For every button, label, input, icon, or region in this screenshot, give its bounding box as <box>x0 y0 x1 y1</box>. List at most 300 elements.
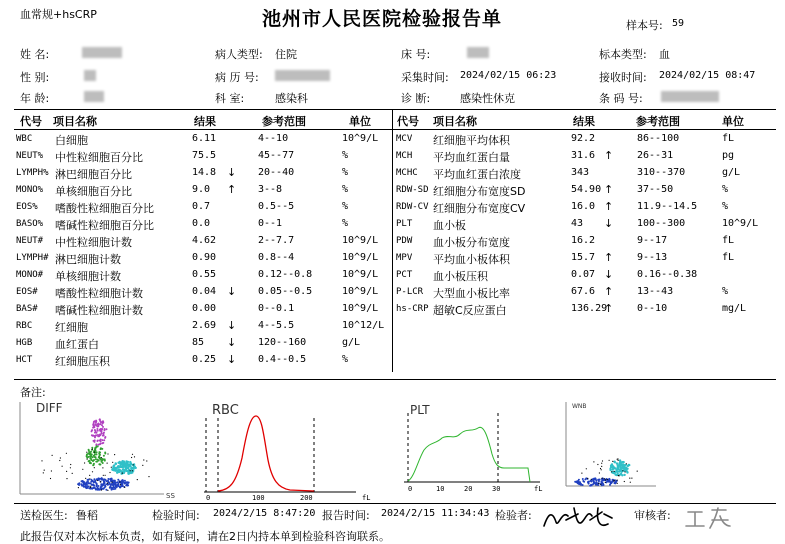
diff-dot-lymph <box>94 447 96 449</box>
wnb-dot-bg <box>617 459 618 460</box>
diff-dot-mono <box>95 435 97 437</box>
wnb-dot-wbc <box>612 472 614 474</box>
diff-dot-bg <box>133 464 134 465</box>
row-item-name: 红细胞压积 <box>55 355 110 368</box>
plt-tick-30: 30 <box>492 485 501 493</box>
row-item-name: 白细胞 <box>55 134 88 147</box>
diff-dot-bg <box>89 478 90 479</box>
diff-dot-bg <box>134 456 135 457</box>
row-range: 4--5.5 <box>258 320 295 331</box>
diff-dot-bg <box>111 482 112 483</box>
diff-dot-lymph <box>104 458 106 460</box>
row-unit: mg/L <box>722 303 747 314</box>
col-item: 项目名称 <box>53 115 97 128</box>
diff-dot-bg <box>105 475 106 476</box>
wnb-dot-bg <box>581 473 582 474</box>
wnb-dot-bg <box>611 471 612 472</box>
row-result: 0.7 <box>192 201 211 212</box>
diff-dot-neut <box>123 471 125 473</box>
row-unit: 10^9/L <box>342 133 379 144</box>
diff-dot-bg <box>100 481 101 482</box>
diff-dot-lymph <box>95 461 97 463</box>
diff-dot-ghost <box>88 482 90 484</box>
diff-dot-lymph <box>103 455 105 457</box>
row-item-name: 血小板分布宽度 <box>433 236 510 249</box>
diff-dot-lymph <box>93 459 95 461</box>
row-flag: ↓ <box>227 285 237 298</box>
diff-dot-bg <box>66 471 67 472</box>
diff-dot-bg <box>82 469 83 470</box>
diff-dot-ghost <box>90 479 92 481</box>
wnb-dot-bg <box>609 460 610 461</box>
wnb-dot-wbc <box>622 465 624 467</box>
row-item-name: 嗜酸性粒细胞计数 <box>55 287 143 300</box>
wnb-dot-wbc <box>620 462 622 464</box>
diff-dot-bg <box>109 472 110 473</box>
tester-signature <box>538 500 618 534</box>
diff-dot-lymph <box>88 460 90 462</box>
report-time-label: 报告时间: <box>322 509 370 522</box>
wnb-dot-ghost <box>593 479 595 481</box>
diff-dot-mono <box>101 428 103 430</box>
diff-dot-bg <box>137 479 138 480</box>
diff-dot-mono <box>106 428 108 430</box>
diff-dot-neut <box>118 466 120 468</box>
row-code: MCHC <box>396 168 418 178</box>
row-code: HGB <box>16 338 33 348</box>
diff-dot-lymph <box>101 458 103 460</box>
row-item-name: 单核细胞百分比 <box>55 185 132 198</box>
diff-dot-neut <box>121 463 123 465</box>
diff-dot-ghost <box>104 486 106 488</box>
diff-dot-ghost <box>125 481 127 483</box>
diff-dot-mono <box>100 443 102 445</box>
diff-dot-bg <box>101 457 102 458</box>
diff-dot-bg <box>87 459 88 460</box>
diff-dot-bg <box>143 459 144 460</box>
specimen: 血 <box>659 48 670 61</box>
row-range: 0--10 <box>637 303 668 314</box>
row-unit: 10^9/L <box>342 235 379 246</box>
wnb-dot-ghost <box>598 480 600 482</box>
diff-dot-bg <box>72 473 73 474</box>
patient-name-redacted <box>82 47 122 58</box>
patient-type-label: 病人类型: <box>215 48 263 61</box>
row-unit: g/L <box>342 337 361 348</box>
wnb-dot-bg <box>598 483 599 484</box>
row-range: 11.9--14.5 <box>637 201 698 212</box>
diff-dot-mono <box>95 422 97 424</box>
table-divider <box>392 109 393 372</box>
diff-dot-mono <box>95 420 97 422</box>
wnb-dot-bg <box>601 466 602 467</box>
remarks-label: 备注: <box>20 386 46 399</box>
wnb-dot-bg <box>637 471 638 472</box>
diff-dot-bg <box>97 480 98 481</box>
wnb-dot-ghost <box>582 480 584 482</box>
wnb-dot-wbc <box>626 471 628 473</box>
wnb-dot-wbc <box>621 474 623 476</box>
diff-dot-neut <box>123 466 125 468</box>
row-code: PCT <box>396 270 413 280</box>
report-type: 血常规+hsCRP <box>20 8 97 21</box>
diff-dot-bg <box>146 460 147 461</box>
row-range: 0.16--0.38 <box>637 269 698 280</box>
plt-histogram <box>400 398 550 502</box>
wnb-dot-bg <box>586 468 587 469</box>
diff-dot-lymph <box>95 458 97 460</box>
row-range: 0.05--0.5 <box>258 286 313 297</box>
diff-dot-bg <box>90 487 91 488</box>
row-code: BAS# <box>16 304 38 314</box>
diff-dot-ghost <box>109 483 111 485</box>
row-result: 136.29 <box>571 303 608 314</box>
row-item-name: 血小板压积 <box>433 270 488 283</box>
diff-dot-ghost <box>103 484 105 486</box>
col-range: 参考范围 <box>262 115 306 128</box>
diff-dot-bg <box>107 483 108 484</box>
diff-dot-ghost <box>89 488 91 490</box>
test-time-label: 检验时间: <box>152 509 200 522</box>
wnb-dot-wbc <box>615 471 617 473</box>
col-code: 代号 <box>20 115 42 128</box>
diff-dot-bg <box>131 457 132 458</box>
row-item-name: 平均血小板体积 <box>433 253 510 266</box>
diff-dot-mono <box>98 435 100 437</box>
row-unit: pg <box>722 150 735 161</box>
diff-dot-bg <box>132 470 133 471</box>
diff-dot-ghost <box>81 481 83 483</box>
wnb-dot-wbc <box>610 466 612 468</box>
wnb-dot-ghost <box>611 481 613 483</box>
diff-dot-bg <box>51 470 52 471</box>
diff-dot-mono <box>100 422 102 424</box>
rbc-curve <box>218 416 314 491</box>
wnb-scatter-plot <box>560 398 670 502</box>
diff-dot-ghost <box>91 488 93 490</box>
row-result: 0.04 <box>192 286 217 297</box>
diff-dot-mono <box>103 439 105 441</box>
row-flag: ↓ <box>604 268 614 281</box>
wnb-dot-bg <box>599 472 600 473</box>
diff-dot-ghost <box>112 485 114 487</box>
row-code: MONO% <box>16 185 44 195</box>
row-unit: 10^12/L <box>342 320 385 331</box>
diff-dot-mono <box>101 442 103 444</box>
diff-dot-ghost <box>120 485 122 487</box>
diff-dot-bg <box>70 467 71 468</box>
plt-tick-fl: fL <box>534 485 543 493</box>
row-result: 14.8 <box>192 167 217 178</box>
row-result: 31.6 <box>571 150 596 161</box>
sample-no: 59 <box>672 18 685 29</box>
row-flag: ↑ <box>604 285 614 298</box>
row-result: 75.5 <box>192 150 217 161</box>
rbc-label: RBC <box>212 403 239 418</box>
wnb-dot-bg <box>597 464 598 465</box>
wnb-dot-wbc <box>628 464 630 466</box>
diff-dot-ghost <box>114 486 116 488</box>
diagnosis: 感染性休克 <box>460 92 515 105</box>
plt-curve <box>408 427 530 482</box>
diff-dot-ghost <box>117 479 119 481</box>
row-range: 20--40 <box>258 167 295 178</box>
record-no-label: 病 历 号: <box>215 71 259 84</box>
col-result: 结果 <box>194 115 216 128</box>
row-range: 9--13 <box>637 252 668 263</box>
row-code: MCV <box>396 134 413 144</box>
diff-dot-bg <box>86 452 87 453</box>
diff-dot-ghost <box>116 485 118 487</box>
diff-dot-ghost <box>94 481 96 483</box>
row-range: 86--100 <box>637 133 680 144</box>
diff-dot-ghost <box>88 479 90 481</box>
diff-dot-bg <box>148 476 149 477</box>
col-unit: 单位 <box>349 115 371 128</box>
diff-dot-ghost <box>84 483 86 485</box>
row-result: 2.69 <box>192 320 217 331</box>
diff-dot-bg <box>59 460 60 461</box>
diff-dot-ghost <box>117 481 119 483</box>
name-label: 姓 名: <box>20 48 50 61</box>
col-result-right: 结果 <box>573 115 595 128</box>
diff-dot-mono <box>102 426 104 428</box>
diff-dot-bg <box>92 471 93 472</box>
row-result: 343 <box>571 167 590 178</box>
disclaimer: 此报告仅对本次标本负责，如有疑问，请在2日内持本单到检验科咨询联系。 <box>20 530 390 543</box>
diff-dot-bg <box>85 478 86 479</box>
tester-label: 检验者: <box>495 509 532 522</box>
diff-dot-bg <box>101 489 102 490</box>
diff-dot-neut <box>119 469 121 471</box>
diff-dot-ghost <box>111 488 113 490</box>
doctor-label: 送检医生: <box>20 509 68 522</box>
diff-dot-ghost <box>101 477 103 479</box>
diff-dot-ghost <box>100 485 102 487</box>
row-range: 0.5--5 <box>258 201 295 212</box>
row-range: 45--77 <box>258 150 295 161</box>
row-code: EOS% <box>16 202 38 212</box>
diff-dot-ghost <box>88 485 90 487</box>
diff-dot-ghost <box>105 489 107 491</box>
diff-dot-lymph <box>99 457 101 459</box>
row-result: 0.00 <box>192 303 217 314</box>
wnb-dot-bg <box>600 484 601 485</box>
diff-dot-mono <box>97 426 99 428</box>
rbc-tick-fl: fL <box>362 494 371 502</box>
row-code: P-LCR <box>396 287 424 297</box>
wnb-dot-bg <box>612 461 613 462</box>
barcode-redacted <box>661 91 719 102</box>
diff-dot-mono <box>104 429 106 431</box>
wnb-dot-bg <box>617 483 618 484</box>
diff-dot-mono <box>92 435 94 437</box>
row-code: PLT <box>396 219 413 229</box>
diff-dot-neut <box>135 467 137 469</box>
row-range: 2--7.7 <box>258 235 295 246</box>
row-range: 0--1 <box>258 218 283 229</box>
diff-dot-lymph <box>91 447 93 449</box>
row-item-name: 单核细胞计数 <box>55 270 121 283</box>
diff-dot-lymph <box>86 457 88 459</box>
row-code: HCT <box>16 355 33 365</box>
doctor: 鲁稻 <box>76 509 98 522</box>
diff-dot-ghost <box>97 478 99 480</box>
diff-dot-ghost <box>93 487 95 489</box>
diff-dot-bg <box>124 487 125 488</box>
row-flag: ↓ <box>227 336 237 349</box>
sample-no-label: 样本号: <box>626 19 663 32</box>
reviewer-signature <box>682 502 742 532</box>
row-item-name: 嗜碱性粒细胞计数 <box>55 304 143 317</box>
diff-dot-ghost <box>103 482 105 484</box>
age-redacted <box>84 91 104 102</box>
row-unit: fL <box>722 252 735 263</box>
record-no-redacted <box>275 70 330 81</box>
diff-dot-ghost <box>127 484 129 486</box>
wnb-dot-bg <box>618 460 619 461</box>
wnb-dot-bg <box>601 469 602 470</box>
row-result: 16.2 <box>571 235 596 246</box>
diff-dot-ghost <box>96 485 98 487</box>
diff-dot-bg <box>94 467 95 468</box>
diff-dot-bg <box>132 454 133 455</box>
row-item-name: 嗜碱性粒细胞百分比 <box>55 219 154 232</box>
wnb-dot-wbc <box>624 468 626 470</box>
diff-dot-lymph <box>98 451 100 453</box>
row-item-name: 嗜酸性粒细胞百分比 <box>55 202 154 215</box>
row-item-name: 淋巴细胞百分比 <box>55 168 132 181</box>
row-code: WBC <box>16 134 33 144</box>
gender-label: 性 别: <box>20 71 50 84</box>
diff-dot-neut <box>129 465 131 467</box>
col-unit-right: 单位 <box>722 115 744 128</box>
row-result: 0.25 <box>192 354 217 365</box>
row-unit: % <box>342 184 349 195</box>
diff-dot-bg <box>41 460 42 461</box>
diff-dot-lymph <box>101 448 103 450</box>
row-flag: ↓ <box>227 166 237 179</box>
reviewer-label: 审核者: <box>634 509 671 522</box>
wnb-dot-bg <box>591 479 592 480</box>
row-range: 37--50 <box>637 184 674 195</box>
row-unit: % <box>722 184 729 195</box>
row-item-name: 超敏C反应蛋白 <box>433 304 507 317</box>
diff-dot-mono <box>98 444 100 446</box>
diff-dot-ghost <box>110 479 112 481</box>
diff-dot-bg <box>130 470 131 471</box>
row-unit: 10^9/L <box>342 303 379 314</box>
wnb-dot-ghost <box>595 480 597 482</box>
row-unit: % <box>722 201 729 212</box>
row-item-name: 血小板 <box>433 219 466 232</box>
wnb-dot-bg <box>630 482 631 483</box>
diff-dot-ghost <box>77 483 79 485</box>
diff-dot-ghost <box>114 484 116 486</box>
row-code: RDW-CV <box>396 202 429 212</box>
diff-dot-bg <box>112 462 113 463</box>
diff-dot-bg <box>107 453 108 454</box>
diff-dot-bg <box>94 452 95 453</box>
bed-label: 床 号: <box>401 48 431 61</box>
wnb-dot-ghost <box>588 483 590 485</box>
diff-dot-mono <box>102 435 104 437</box>
wnb-dot-ghost <box>601 482 603 484</box>
diff-dot-lymph <box>86 454 88 456</box>
diff-dot-bg <box>66 478 67 479</box>
row-range: 4--10 <box>258 133 289 144</box>
diff-dot-bg <box>44 470 45 471</box>
row-range: 0.12--0.8 <box>258 269 313 280</box>
row-item-name: 大型血小板比率 <box>433 287 510 300</box>
bed-redacted <box>467 47 489 58</box>
diff-dot-ghost <box>93 485 95 487</box>
row-unit: % <box>342 167 349 178</box>
row-range: 310--370 <box>637 167 686 178</box>
diff-dot-lymph <box>96 451 98 453</box>
diff-dot-ghost <box>98 485 100 487</box>
diff-dot-ghost <box>80 484 82 486</box>
diff-dot-bg <box>107 490 108 491</box>
row-range: 0.4--0.5 <box>258 354 307 365</box>
dept-label: 科 室: <box>215 92 245 105</box>
col-code-right: 代号 <box>397 115 419 128</box>
row-flag: ↑ <box>604 183 614 196</box>
diff-label: DIFF <box>36 401 63 415</box>
row-flag: ↑ <box>604 200 614 213</box>
plt-tick-10: 10 <box>436 485 445 493</box>
row-unit: 10^9/L <box>722 218 759 229</box>
row-unit: fL <box>722 235 735 246</box>
wnb-dot-bg <box>587 478 588 479</box>
table-bottom-rule <box>14 379 776 380</box>
row-unit: % <box>722 286 729 297</box>
wnb-dot-ghost <box>582 484 584 486</box>
diff-dot-lymph <box>94 450 96 452</box>
row-unit: % <box>342 201 349 212</box>
diff-dot-bg <box>66 453 67 454</box>
row-result: 54.90 <box>571 184 602 195</box>
row-flag: ↑ <box>604 302 614 315</box>
row-code: MPV <box>396 253 413 263</box>
row-item-name: 血红蛋白 <box>55 338 99 351</box>
diff-dot-bg <box>60 457 61 458</box>
plt-tick-0: 0 <box>408 485 413 493</box>
row-item-name: 平均血红蛋白浓度 <box>433 168 521 181</box>
diff-dot-neut <box>117 471 119 473</box>
wnb-dot-bg <box>624 481 625 482</box>
row-result: 9.0 <box>192 184 211 195</box>
diagnosis-label: 诊 断: <box>401 92 431 105</box>
wnb-dot-ghost <box>591 484 593 486</box>
diff-ss-label: SS <box>166 492 175 500</box>
diff-dot-lymph <box>88 449 90 451</box>
wnb-dot-bg <box>622 470 623 471</box>
row-item-name: 红细胞平均体积 <box>433 134 510 147</box>
wnb-dot-wbc <box>618 464 620 466</box>
diff-dot-mono <box>93 440 95 442</box>
diff-dot-ghost <box>113 488 115 490</box>
row-flag: ↓ <box>227 353 237 366</box>
row-range: 13--43 <box>637 286 674 297</box>
wnb-dot-bg <box>614 471 615 472</box>
row-flag: ↑ <box>227 183 237 196</box>
wnb-dot-ghost <box>603 484 605 486</box>
diff-dot-bg <box>43 472 44 473</box>
diff-dot-bg <box>103 475 104 476</box>
row-code: BASO% <box>16 219 44 229</box>
wnb-dot-wbc <box>617 466 619 468</box>
